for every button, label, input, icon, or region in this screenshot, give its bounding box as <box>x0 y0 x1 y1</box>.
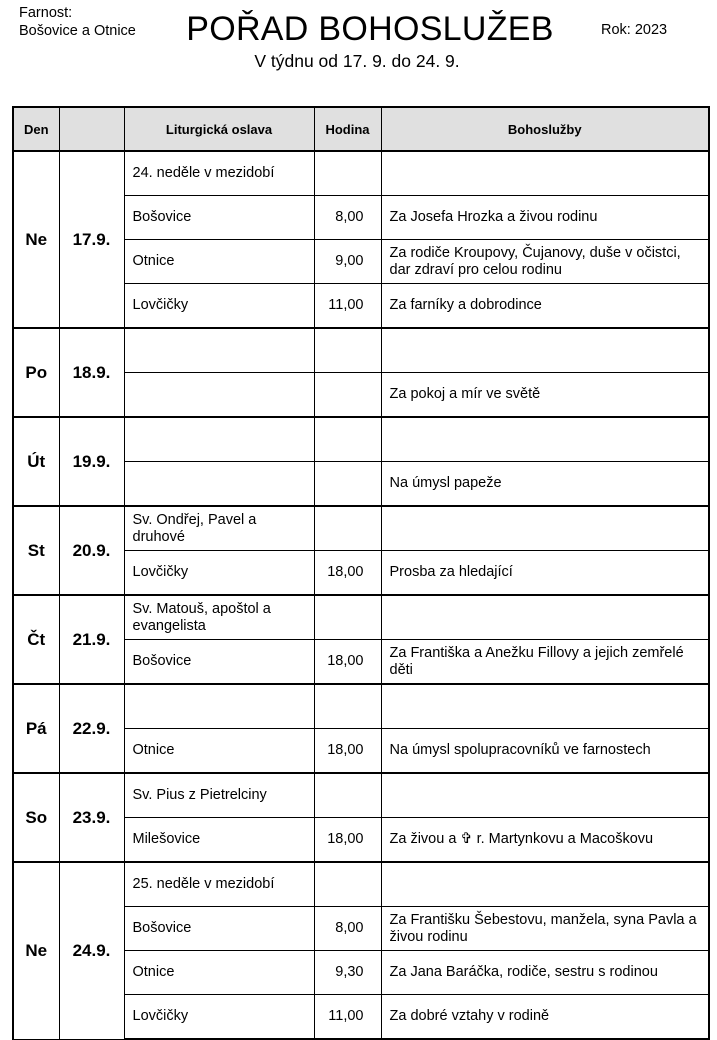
date-cell: 24.9. <box>59 862 124 1039</box>
intention-cell <box>381 506 709 551</box>
intention-cell: Za farníky a dobrodince <box>381 284 709 329</box>
date-cell: 18.9. <box>59 328 124 417</box>
celebration-cell <box>124 328 314 373</box>
celebration-cell: Sv. Matouš, apoštol a evangelista <box>124 595 314 640</box>
hour-cell: 9,00 <box>314 240 381 284</box>
page-title: POŘAD BOHOSLUŽEB <box>186 10 554 48</box>
intention-cell <box>381 417 709 462</box>
hour-cell: 18,00 <box>314 818 381 863</box>
celebration-cell: Otnice <box>124 951 314 995</box>
celebration-cell <box>124 462 314 507</box>
hour-cell <box>314 462 381 507</box>
table-row <box>13 595 709 640</box>
intention-cell <box>381 595 709 640</box>
header-row <box>13 107 709 151</box>
celebration-cell: Lovčičky <box>124 551 314 596</box>
celebration-cell: Otnice <box>124 729 314 774</box>
celebration-cell: Bošovice <box>124 196 314 240</box>
hour-cell: 8,00 <box>314 196 381 240</box>
week-range: V týdnu od 17. 9. do 24. 9. <box>254 51 460 71</box>
hour-cell <box>314 862 381 907</box>
intention-cell <box>381 684 709 729</box>
schedule-table <box>12 106 710 1040</box>
hour-cell: 11,00 <box>314 995 381 1040</box>
celebration-cell: 25. neděle v mezidobí <box>124 862 314 907</box>
table-row <box>13 773 709 818</box>
celebration-cell: 24. neděle v mezidobí <box>124 151 314 196</box>
hour-cell <box>314 773 381 818</box>
column-header-celebration: Liturgická oslava <box>124 107 314 151</box>
hour-cell <box>314 151 381 196</box>
table-row <box>13 684 709 729</box>
schedule-body <box>13 151 709 1039</box>
intention-cell <box>381 328 709 373</box>
intention-cell <box>381 773 709 818</box>
hour-cell <box>314 373 381 418</box>
day-cell: St <box>13 506 59 595</box>
column-header-day: Den <box>13 107 59 151</box>
table-row <box>13 151 709 196</box>
column-header-services: Bohoslužby <box>381 107 709 151</box>
celebration-cell: Lovčičky <box>124 284 314 329</box>
day-cell: Út <box>13 417 59 506</box>
table-row <box>13 417 709 462</box>
hour-cell: 11,00 <box>314 284 381 329</box>
hour-cell <box>314 417 381 462</box>
day-cell: Čt <box>13 595 59 684</box>
hour-cell: 8,00 <box>314 907 381 951</box>
intention-cell: Za Jana Baráčka, rodiče, sestru s rodinou <box>381 951 709 995</box>
day-cell: Ne <box>13 151 59 328</box>
column-header-date <box>59 107 124 151</box>
hour-cell <box>314 595 381 640</box>
intention-cell: Za Josefa Hrozka a živou rodinu <box>381 196 709 240</box>
day-cell: Ne <box>13 862 59 1039</box>
hour-cell <box>314 506 381 551</box>
intention-cell: Za dobré vztahy v rodině <box>381 995 709 1040</box>
celebration-cell: Sv. Ondřej, Pavel a druhové <box>124 506 314 551</box>
schedule-header <box>13 107 709 151</box>
year-label: Rok: 2023 <box>601 22 668 38</box>
parish-name: Bošovice a Otnice <box>19 23 136 39</box>
hour-cell: 9,30 <box>314 951 381 995</box>
intention-cell: Za rodiče Kroupovy, Čujanovy, duše v očistci, dar zdraví pro celou rodinu <box>381 240 709 284</box>
date-cell: 23.9. <box>59 773 124 862</box>
intention-cell: Za živou a ✞ r. Martynkovu a Macoškovu <box>381 818 709 863</box>
day-cell: So <box>13 773 59 862</box>
day-cell: Po <box>13 328 59 417</box>
intention-cell: Na úmysl papeže <box>381 462 709 507</box>
celebration-cell <box>124 373 314 418</box>
celebration-cell: Lovčičky <box>124 995 314 1040</box>
date-cell: 22.9. <box>59 684 124 773</box>
celebration-cell: Bošovice <box>124 640 314 685</box>
celebration-cell <box>124 684 314 729</box>
date-cell: 19.9. <box>59 417 124 506</box>
celebration-cell: Bošovice <box>124 907 314 951</box>
table-row <box>13 862 709 907</box>
table-row <box>13 328 709 373</box>
date-cell: 20.9. <box>59 506 124 595</box>
day-cell: Pá <box>13 684 59 773</box>
hour-cell <box>314 328 381 373</box>
hour-cell: 18,00 <box>314 551 381 596</box>
parish-label: Farnost: <box>19 5 73 21</box>
intention-cell: Prosba za hledající <box>381 551 709 596</box>
hour-cell: 18,00 <box>314 729 381 774</box>
hour-cell <box>314 684 381 729</box>
intention-cell <box>381 151 709 196</box>
intention-cell <box>381 862 709 907</box>
intention-cell: Za pokoj a mír ve světě <box>381 373 709 418</box>
intention-cell: Za Františku Šebestovu, manžela, syna Pavla a živou rodinu <box>381 907 709 951</box>
celebration-cell: Sv. Pius z Pietrelciny <box>124 773 314 818</box>
hour-cell: 18,00 <box>314 640 381 685</box>
intention-cell: Za Františka a Anežku Fillovy a jejich zemřelé děti <box>381 640 709 685</box>
celebration-cell <box>124 417 314 462</box>
table-row <box>13 506 709 551</box>
date-cell: 17.9. <box>59 151 124 328</box>
celebration-cell: Milešovice <box>124 818 314 863</box>
celebration-cell: Otnice <box>124 240 314 284</box>
date-cell: 21.9. <box>59 595 124 684</box>
intention-cell: Na úmysl spolupracovníků ve farnostech <box>381 729 709 774</box>
column-header-hour: Hodina <box>314 107 381 151</box>
